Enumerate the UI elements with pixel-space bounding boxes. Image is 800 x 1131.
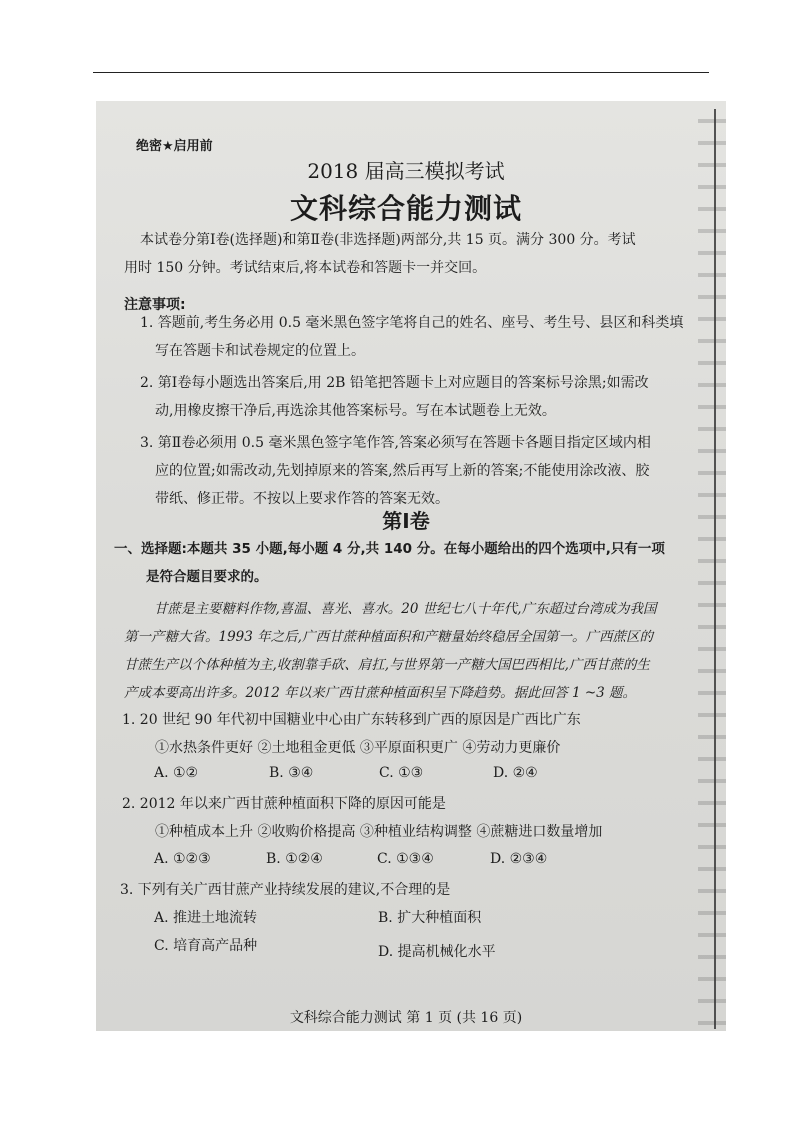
notice-line: 2. 第Ⅰ卷每小题选出答案后,用 2B 铅笔把答题卡上对应题目的答案标号涂黑;如需改: [140, 375, 649, 391]
question-3-option: C. 培育高产品种: [154, 938, 258, 954]
section-heading: 是符合题目要求的。: [146, 569, 268, 585]
secret-label: 绝密★启用前: [136, 139, 213, 154]
question-3-option: A. 推进土地流转: [154, 910, 258, 926]
question-2-items: ①种植成本上升 ②收购价格提高 ③种植业结构调整 ④蔗糖进口数量增加: [155, 824, 603, 840]
question-2-stem: 2. 2012 年以来广西甘蔗种植面积下降的原因可能是: [122, 796, 446, 812]
exam-paper-photo: [96, 101, 726, 1031]
page-footer: 文科综合能力测试 第 1 页 (共 16 页): [289, 1010, 523, 1026]
question-3-option: B. 扩大种植面积: [378, 910, 482, 926]
fold-line: [714, 109, 716, 1029]
notice-line: 3. 第Ⅱ卷必须用 0.5 毫米黑色签字笔作答,答案必须写在答题卡各题目指定区域内相: [140, 435, 651, 451]
passage-line: 甘蔗是主要糖料作物,喜温、喜光、喜水。20 世纪七八十年代,广东超过台湾成为我国: [154, 601, 657, 617]
passage-line: 甘蔗生产以个体种植为主,收割靠手砍、肩扛,与世界第一产糖大国巴西相比,广西甘蔗的生: [124, 657, 650, 673]
question-2-option: A. ①②③: [154, 851, 211, 867]
intro-line: 用时 150 分钟。考试结束后,将本试卷和答题卡一并交回。: [124, 260, 487, 276]
question-1-option: B. ③④: [269, 765, 314, 781]
question-1-items: ①水热条件更好 ②土地租金更低 ③平原面积更广 ④劳动力更廉价: [155, 740, 561, 756]
notice-title: 注意事项:: [124, 297, 186, 313]
section-heading: 一、选择题:本题共 35 小题,每小题 4 分,共 140 分。在每小题给出的四个选项中,只有一项: [114, 541, 665, 557]
notice-line: 动,用橡皮擦干净后,再选涂其他答案标号。写在本试题卷上无效。: [155, 403, 556, 419]
question-1-option: A. ①②: [154, 765, 199, 781]
notice-line: 应的位置;如需改动,先划掉原来的答案,然后再写上新的答案;不能使用涂改液、胶: [155, 463, 650, 479]
bleed-through-marks: [698, 101, 726, 1031]
intro-line: 本试卷分第Ⅰ卷(选择题)和第Ⅱ卷(非选择题)两部分,共 15 页。满分 300 分。考试: [140, 232, 636, 248]
passage-line: 第一产糖大省。1993 年之后,广西甘蔗种植面积和产糖量始终稳居全国第一。广西蔗区的: [124, 629, 653, 645]
question-2-option: C. ①③④: [377, 851, 434, 867]
exam-subtitle: 2018 届高三模拟考试: [307, 159, 505, 183]
question-1-stem: 1. 20 世纪 90 年代初中国糖业中心由广东转移到广西的原因是广西比广东: [122, 712, 581, 728]
question-3-stem: 3. 下列有关广西甘蔗产业持续发展的建议,不合理的是: [120, 882, 451, 898]
question-3-option: D. 提高机械化水平: [378, 944, 496, 960]
question-1-option: D. ②④: [493, 765, 538, 781]
notice-line: 带纸、修正带。不按以上要求作答的答案无效。: [155, 491, 449, 507]
notice-line: 1. 答题前,考生务必用 0.5 毫米黑色签字笔将自己的姓名、座号、考生号、县区和科类填: [140, 315, 684, 331]
notice-line: 写在答题卡和试卷规定的位置上。: [155, 343, 365, 359]
question-2-option: D. ②③④: [490, 851, 548, 867]
question-2-option: B. ①②④: [266, 851, 323, 867]
exam-title: 文科综合能力测试: [289, 192, 522, 225]
top-rule: [93, 72, 709, 73]
volume-heading: 第Ⅰ卷: [382, 509, 430, 533]
passage-line: 产成本要高出许多。2012 年以来广西甘蔗种植面积呈下降趋势。据此回答 1 ~3 题。: [124, 685, 637, 701]
question-1-option: C. ①③: [379, 765, 424, 781]
